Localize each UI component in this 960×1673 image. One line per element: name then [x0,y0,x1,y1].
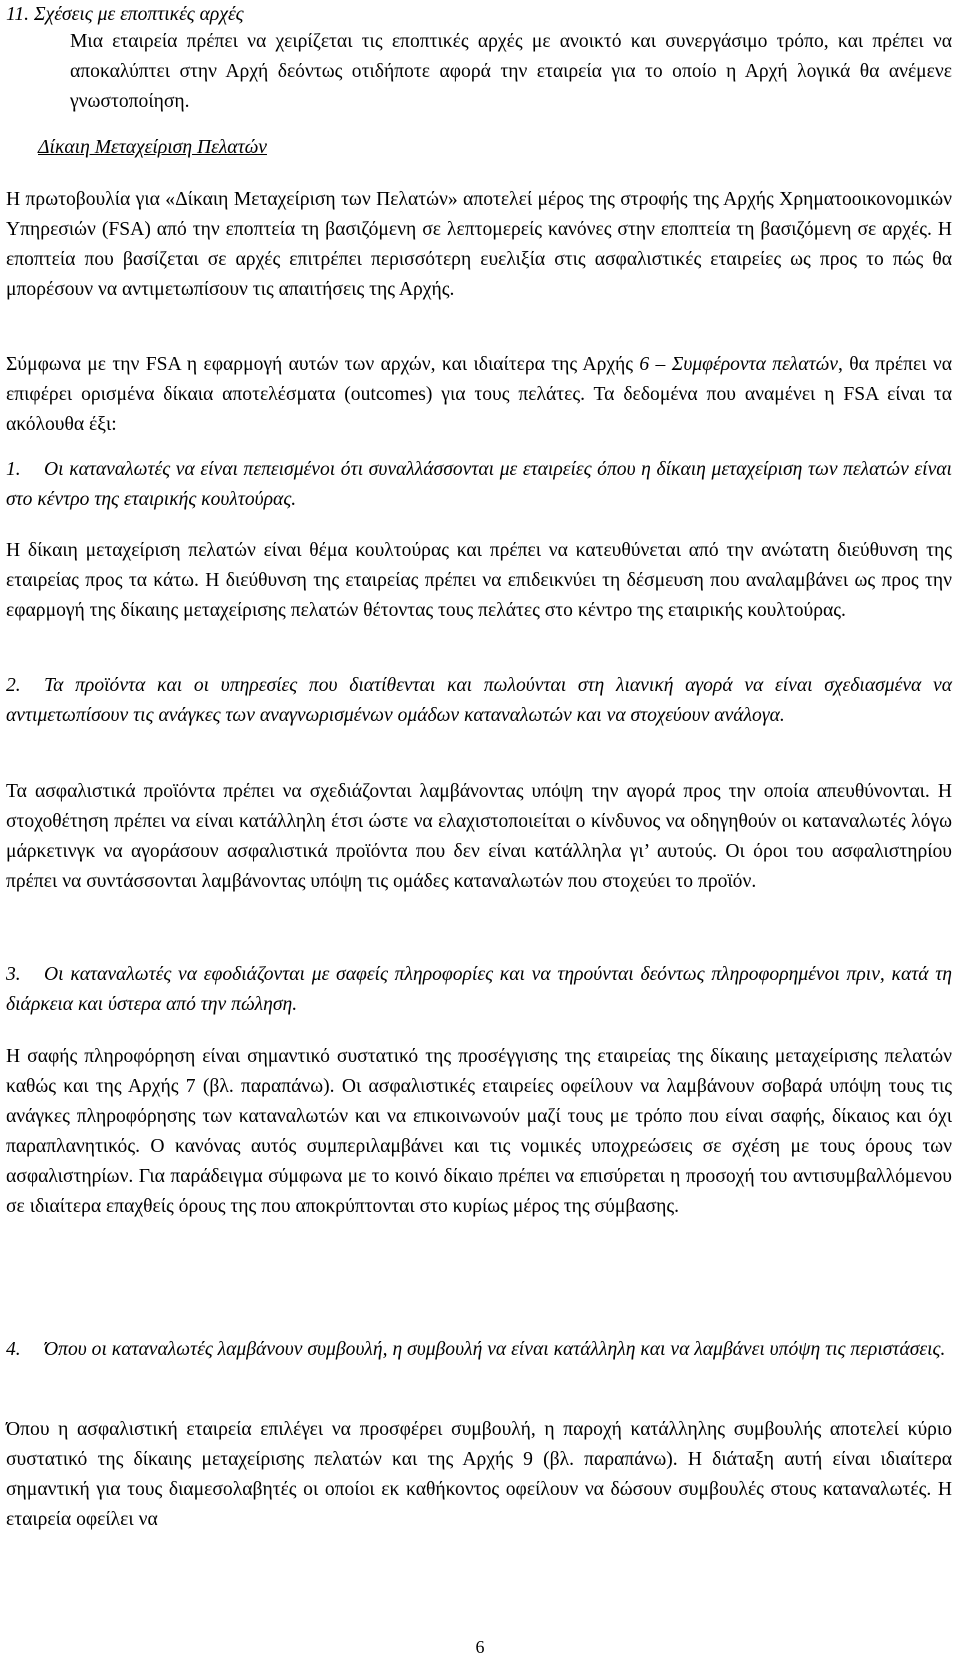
outcome-title-text: Όπου οι καταναλωτές λαμβάνουν συμβουλή, η συμβουλή να είναι κατάλληλη και να λαμβάνει υπόψη τις περιστάσεις. [44,1339,946,1360]
section-intro: Μια εταιρεία πρέπει να χειρίζεται τις εποπτικές αρχές με ανοικτό και συνεργάσιμο τρόπο, και πρέπει να αποκαλύπτει στην Αρχή δεόντως οτιδήποτε αφορά την εταιρεία για το οποίο η Αρχή λογικά θα ανέμενε γνωστοποίηση. [70,31,952,112]
outcome-2-title [6,671,952,731]
paragraph-1: Η πρωτοβουλία για «Δίκαιη Μεταχείριση των Πελατών» αποτελεί μέρος της στροφής της Αρχής Χρηματοοικονομικών Υπηρεσιών (FSA) από την εποπτεία τη βασιζόμενη σε λεπτομερείς κανόνες στην εποπτεία τη βασιζόμενη σε αρχές. Η εποπτεία που βασίζεται σε αρχές επιτρέπει περισσότερη ευελιξία στις ασφαλιστικές εταιρείες ως προς το πώς θα μπορέσουν να αντιμετωπίσουν τις απαιτήσεις της Αρχής. [6,189,952,300]
outcome-title-text: Τα προϊόντα και οι υπηρεσίες που διατίθενται και πωλούνται στη λιανική αγορά να είναι σχεδιασμένα να αντιμετωπίσουν τις ανάγκες των αναγνωρισμένων ομάδων καταναλωτών και να στοχεύουν ανάλογα. [6,675,952,726]
outcome-number: 4. [6,1339,21,1360]
page-number: 6 [475,1637,485,1657]
outcome-3-title [6,960,952,1020]
outcome-1-body: Η δίκαιη μεταχείριση πελατών είναι θέμα κουλτούρας και πρέπει να κατευθύνεται από την ανώτατη διεύθυνση της εταιρείας προς τα κάτω. Η διεύθυνση της εταιρείας πρέπει να επιδεικνύει τη δέσμευση που αναλαμβάνει ως προς την εφαρμογή της δίκαιης μεταχείρισης πελατών θέτοντας τους πελάτες στο κέντρο της εταιρικής κουλτούρας. [6,540,952,621]
outcome-number: 3. [6,964,21,985]
outcome-1-title [6,455,952,515]
outcome-2-body: Τα ασφαλιστικά προϊόντα πρέπει να σχεδιάζονται λαμβάνοντας υπόψη την αγορά προς την οποία απευθύνονται. Η στοχοθέτηση πρέπει να είναι κατάλληλη έτσι ώστε να ελαχιστοποιείται ο κίνδυνος να οδηγηθούν οι καταναλωτές λόγω μάρκετινγκ να αγοράσουν ασφαλιστικά προϊόντα που δεν είναι κατάλληλα γι’ αυτούς. Οι όροι του ασφαλιστηρίου πρέπει να συντάσσονται λαμβάνοντας υπόψη τις ομάδες καταναλωτών που στοχεύει το προϊόν. [6,781,952,892]
paragraph-2-part1: Σύμφωνα με την FSA η εφαρμογή αυτών των αρχών, και ιδιαίτερα της Αρχής [6,354,640,375]
paragraph-2-italic: 6 – Συμφέροντα πελατών [639,354,838,375]
outcome-4-title [6,1335,952,1365]
outcome-4-body: Όπου η ασφαλιστική εταιρεία επιλέγει να προσφέρει συμβουλή, η παροχή κατάλληλης συμβουλής αποτελεί κύριο συστατικό της δίκαιης μεταχείρισης πελατών και της Αρχής 9 (βλ. παραπάνω). Η διάταξη αυτή είναι ιδιαίτερα σημαντική για τους διαμεσολαβητές οι οποίοι εκ καθήκοντος οφείλουν να δώσουν συμβουλές στους καταναλωτές. Η εταιρεία οφείλει να [6,1419,952,1530]
section-number: 11. [6,4,30,25]
outcome-number: 1. [6,459,21,480]
section-heading [6,0,952,30]
subheading: Δίκαιη Μεταχείριση Πελατών [38,137,267,158]
outcome-3-body: Η σαφής πληροφόρηση είναι σημαντικό συστατικό της προσέγγισης της εταιρείας της δίκαιης μεταχείρισης πελατών καθώς και της Αρχής 7 (βλ. παραπάνω). Οι ασφαλιστικές εταιρείες οφείλουν να λαμβάνουν σοβαρά υπόψη τους τις ανάγκες πληροφόρησης των καταναλωτών και να επικοινωνούν μαζί τους με τρόπο που είναι σαφής, δίκαιος και όχι παραπλανητικός. Ο κανόνας αυτός συμπεριλαμβάνει και τις νομικές υποχρεώσεις σε σχέση με τους όρους των ασφαλιστηρίων. Για παράδειγμα σύμφωνα με το κοινό δίκαιο πρέπει να επισύρεται η προσοχή του αντισυμβαλλόμενου σε ιδιαίτερα επαχθείς όρους της που αποκρύπτονται στο κυρίως μέρος της σύμβασης. [6,1046,952,1217]
outcome-number: 2. [6,675,21,696]
section-title: Σχέσεις με εποπτικές αρχές [33,4,244,25]
outcome-title-text: Οι καταναλωτές να εφοδιάζονται με σαφείς πληροφορίες και να τηρούνται δεόντως πληροφορημένοι πριν, κατά τη διάρκεια και ύστερα από την πώληση. [6,964,952,1015]
paragraph-2-part2: , θα πρέπει να επιφέρει ορισμένα δίκαια αποτελέσματα (outcomes) για τους πελάτες. Τα δεδομένα που αναμένει η FSA είναι τα ακόλουθα έξι: [6,354,952,435]
outcome-title-text: Οι καταναλωτές να είναι πεπεισμένοι ότι συναλλάσσονται με εταιρείες όπου η δίκαιη μεταχείριση των πελατών είναι στο κέντρο της εταιρικής κουλτούρας. [6,459,952,510]
paragraph-2 [6,350,952,440]
